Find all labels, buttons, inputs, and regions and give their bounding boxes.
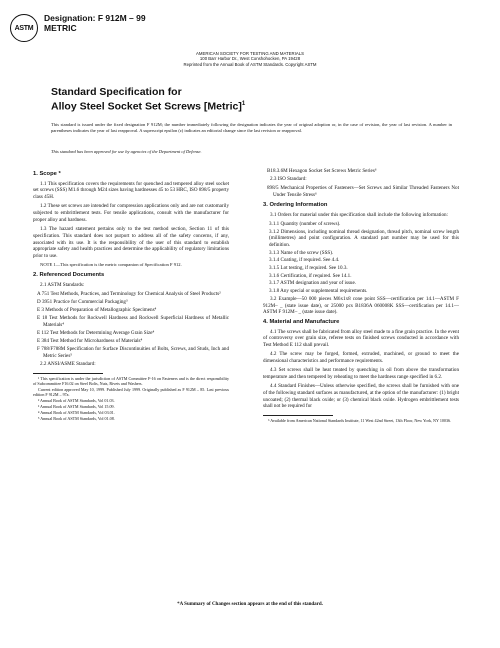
footnote: ¹ This specification is under the jurisdiction of ASTM Committee F-16 on Fasteners and is the direct responsibility of Subcommittee F16.02 on Steel Bolts, Nuts, Rivets and Washers. xyxy=(33,375,229,386)
dod-approval-note: This standard has been approved for use by agencies of the Department of Defense. xyxy=(51,149,202,154)
paragraph-4-4: 4.4 Standard Finishes—Unless otherwise specified, the screws shall be furnished with one of the following standard surfaces as manufactured, at the option of the manufacturer: (1) bright uncoated; (2) thermal black oxide; or (3) chemical black oxide. Hydrogen embrittlement tests shall not be required for xyxy=(263,383,459,410)
society-info xyxy=(0,51,500,67)
section-heading-scope: 1. Scope * xyxy=(33,171,61,177)
paragraph-3-1: 3.1 Orders for material under this specification shall include the following information: xyxy=(270,211,448,218)
society-line: AMERICAN SOCIETY FOR TESTING AND MATERIALS xyxy=(196,51,304,56)
paragraph-1-3: 1.3 The hazard statement pertains only to the test method section, Section 11 of this specification. This standard does not purport to address all of the safety concerns, if any, associated with its use. It is the responsibility of the user of this standard to establish appropriate safety and health practices and determine the applicability of regulatory limitations prior to use. xyxy=(33,226,229,259)
title-line-2 xyxy=(51,98,245,113)
footnote: ⁴ Annual Book of ASTM Standards, Vol 03.01. xyxy=(38,409,115,415)
ordering-item: 3.1.1 Quantity (number of screws). xyxy=(269,220,341,227)
iso-standard-heading: 2.3 ISO Standard: xyxy=(270,176,307,183)
designation: Designation: F 912M – 99 xyxy=(44,13,146,23)
footnote: ³ Annual Book of ASTM Standards, Vol 15.09. xyxy=(38,403,115,409)
paragraph-4-1: 4.1 The screws shall be fabricated from alloy steel made to a fine grain practice. In the event of controversy over grain size, referee tests on finished screws conducted in accordance with Test Method E 112 shall prevail. xyxy=(263,328,459,349)
footnote-separator xyxy=(263,415,333,416)
footnote: ² Annual Book of ASTM Standards, Vol 01.03. xyxy=(38,398,115,404)
section-heading-ordering: 3. Ordering Information xyxy=(263,201,328,208)
reference-item: D 3951 Practice for Commercial Packaging³ xyxy=(37,299,128,306)
section-heading-materials: 4. Material and Manufacture xyxy=(263,318,340,325)
reference-item: E 3 Methods of Preparation of Metallographic Specimens⁴ xyxy=(37,307,157,314)
ordering-item: 3.1.8 Any special or supplemental requirements. xyxy=(269,288,368,295)
title-text: Alloy Steel Socket Set Screws [Metric] xyxy=(51,100,242,113)
designation-block xyxy=(44,13,146,33)
paragraph-3-2: 3.2 Example—50 000 pieces M6x1x8 cone point SSS—certification per 14.1—ASTM F 912M– _ (state issue date), or 25000 pcs B1836A 060008K SSS—certification per 14.1—ASTM F 912M– _ (state issue date). xyxy=(263,295,459,316)
ordering-item: 3.1.5 Lot testing, if required. See 10.3. xyxy=(269,265,348,272)
reference-item: F 788/F788M Specification for Surface Discontinuities of Bolts, Screws, and Studs, Inch and Metric Series⁵ xyxy=(37,346,229,359)
metric-label: METRIC xyxy=(44,23,77,33)
paragraph-4-3: 4.3 Set screws shall be heat treated by quenching in oil from above the transformation temperature and then tempered by reheating to meet the hardness range specified in 6.2. xyxy=(263,367,459,381)
ordering-item: 3.1.3 Name of the screw (SSS). xyxy=(269,249,334,256)
reference-item: 898/5 Mechanical Properties of Fasteners—Set Screws and Similar Threaded Fasteners Not Under Tensile Stress⁶ xyxy=(267,185,459,199)
ansi-standard-heading: 2.2 ANSI/ASME Standard: xyxy=(40,360,96,367)
astm-logo-icon xyxy=(10,14,38,42)
note-1: NOTE 1—This specification is the metric companion of Specification F 912. xyxy=(40,262,182,268)
footnote-separator xyxy=(33,373,103,374)
reference-item: E 18 Test Methods for Rockwell Hardness and Rockwell Superficial Hardness of Metallic Materials⁴ xyxy=(37,315,229,328)
reference-item: E 384 Test Method for Microhardness of Materials⁴ xyxy=(37,338,143,345)
footnote: ⁶ Available from American National Standards Institute, 11 West 42nd Street, 13th Floor, New York, NY 10036. xyxy=(268,418,452,424)
ordering-item: 3.1.4 Coating, if required. See 4.4. xyxy=(269,257,340,264)
society-line: Reprinted from the Annual Book of ASTM Standards. Copyright ASTM xyxy=(183,61,317,67)
designation-notice: This standard is issued under the fixed designation F 912M; the number immediately following the designation indicates the year of original adoption or, in the case of revision, the year of last revision. A number in parentheses indicates the year of last reapproval. A superscript epsilon (ε) indicates an editorial change since the last revision or reapproval. xyxy=(51,122,452,133)
left-column xyxy=(33,168,229,422)
reference-item: E 112 Test Methods for Determining Average Grain Size⁴ xyxy=(37,330,155,336)
paragraph-1-1: 1.1 This specification covers the requirements for quenched and tempered alloy steel socket set screws (SSS) M1.6 through M24 sizes having hardnesses 45 to 53 HRC, ISO 898/5 property class 45H. xyxy=(33,180,229,201)
footnotes-left xyxy=(33,376,229,421)
paragraph-1-2: 1.2 These set screws are intended for compression applications only and are not customarily subjected to embrittlement tests. For tensile applications, consult with the manufacturer for proper alloy and hardness. xyxy=(33,203,229,223)
ordering-item: 3.1.2 Dimensions, including nominal thread designation, thread pitch, nominal screw length (millimetres) and point configuration. A standard part number may be used for this definition. xyxy=(269,228,459,248)
title-footnote-ref: 1 xyxy=(241,101,246,107)
footnote: ⁵ Annual Book of ASTM Standards, Vol 01.08. xyxy=(38,415,115,421)
reference-item: A 751 Test Methods, Practices, and Terminology for Chemical Analysis of Steel Products² xyxy=(37,290,221,297)
paragraph-4-2: 4.2 The screw may be forged, formed, extruded, machined, or ground to meet the dimensional characteristics and performance requirements. xyxy=(263,351,459,365)
section-heading-references: 2. Referenced Documents xyxy=(33,271,105,278)
society-line: 100 Barr Harbor Dr., West Conshohocken, PA 19428 xyxy=(199,56,301,62)
logo-text: ASTM xyxy=(14,24,34,32)
ordering-item: 3.1.7 ASTM designation and year of issue. xyxy=(269,280,357,287)
footnotes-right xyxy=(263,418,459,423)
title-line-1: Standard Specification for xyxy=(51,86,182,98)
right-column xyxy=(263,168,459,424)
ordering-item: 3.1.6 Certification, if required. See 14.1. xyxy=(269,272,352,279)
reference-item: B18.3.6M Hexagon Socket Set Screws Metric Series⁶ xyxy=(267,168,377,174)
summary-of-changes-note: *A Summary of Changes section appears at the end of this standard. xyxy=(177,602,323,607)
astm-standards-heading: 2.1 ASTM Standards: xyxy=(40,281,85,288)
footnote: Current edition approved May 10, 1999. Published July 1999. Originally published as F 912M – 85. Last previous edition F 912M – 97a. xyxy=(33,386,229,398)
document-title xyxy=(51,86,245,113)
